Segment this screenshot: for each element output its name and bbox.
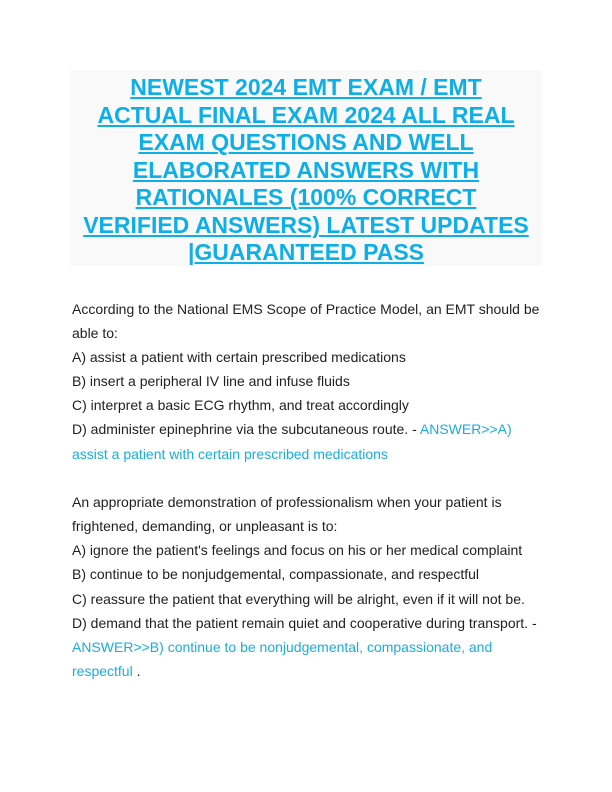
question-1-option-d-text: D) administer epinephrine via the subcutaneous route. - (72, 421, 420, 437)
title-line: ACTUAL FINAL EXAM 2024 ALL REAL (97, 102, 515, 128)
question-2-option-d: D) demand that the patient remain quiet and cooperative during transport. - (72, 615, 537, 631)
question-2-option-b: B) continue to be nonjudgemental, compassionate, and respectful (72, 566, 480, 582)
title-line: ELABORATED ANSWERS WITH (132, 157, 480, 183)
title-line: NEWEST 2024 EMT EXAM / EMT (130, 74, 482, 100)
question-1-answer-label: ANSWER>>A) (419, 421, 512, 437)
question-2-answer-last: respectful (72, 663, 133, 679)
question-1-option-c: C) interpret a basic ECG rhythm, and treat accordingly (72, 397, 409, 413)
question-1-stem-continued: able to: (72, 325, 118, 341)
title-line: |GUARANTEED PASS (187, 239, 425, 265)
title-line: RATIONALES (100% CORRECT (135, 184, 477, 210)
question-2-answer-label: ANSWER>>B) continue to be nonjudgemental, compassionate, and (72, 639, 493, 655)
title-line: VERIFIED ANSWERS) LATEST UPDATES (83, 212, 529, 238)
question-2-option-c: C) reassure the patient that everything will be alright, even if it will not be. (72, 591, 525, 607)
title-line: EXAM QUESTIONS AND WELL (138, 129, 474, 155)
question-2-option-a: A) ignore the patient's feelings and focus on his or her medical complaint (72, 542, 523, 558)
question-1-option-a: A) assist a patient with certain prescribed medications (72, 349, 406, 365)
question-2-answer-continued (72, 662, 140, 680)
question-1-answer-text: assist a patient with certain prescribed medications (72, 446, 388, 462)
question-1-stem: According to the National EMS Scope of Practice Model, an EMT should be (72, 301, 540, 317)
question-2-stem-continued: frightened, demanding, or unpleasant is to: (72, 518, 338, 534)
question-1-option-d (72, 420, 512, 438)
question-2-stem: An appropriate demonstration of professionalism when your patient is (72, 494, 502, 510)
question-2-trailing: . (132, 663, 141, 679)
question-1-option-b: B) insert a peripheral IV line and infuse fluids (72, 373, 350, 389)
document-title (70, 70, 542, 266)
